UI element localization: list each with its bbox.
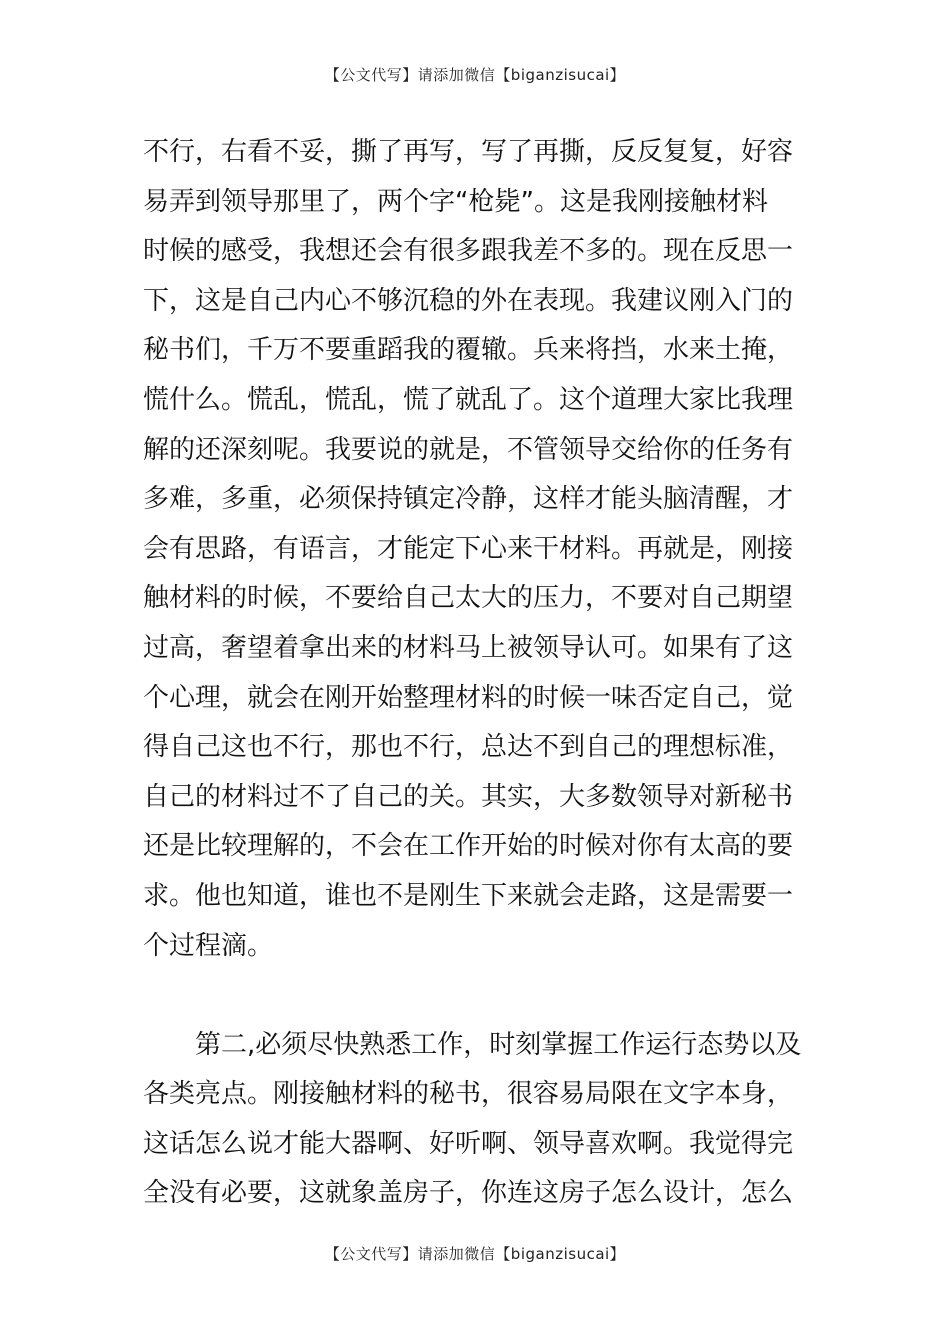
text-line: 个心理，就会在刚开始整理材料的时候一味否定自己，觉 [143,682,794,713]
text-line: 触材料的时候，不要给自己太大的压力，不要对自己期望 [143,583,794,614]
text-line: 解的还深刻呢。我要说的就是，不管领导交给你的任务有 [143,434,794,465]
text-line: 个过程滴。 [143,930,274,961]
page-footer: 【公文代写】请添加微信【biganzisucai】 [324,1245,626,1263]
text-line: 得自己这也不行，那也不行，总达不到自己的理想标准， [143,732,794,763]
text-line: 这话怎么说才能大器啊、好听啊、领导喜欢啊。我觉得完 [143,1128,794,1159]
text-line-indented: 第二,必须尽快熟悉工作，时刻掌握工作运行态势以及 [195,1029,802,1060]
text-line: 各类亮点。刚接触材料的秘书，很容易局限在文字本身， [143,1079,794,1110]
text-line: 求。他也知道，谁也不是刚生下来就会走路，这是需要一 [143,880,794,911]
text-line: 还是比较理解的，不会在工作开始的时候对你有太高的要 [143,831,794,862]
text-line: 会有思路，有语言，才能定下心来干材料。再就是，刚接 [143,533,794,564]
document-body [143,128,808,1219]
page-header: 【公文代写】请添加微信【biganzisucai】 [324,66,626,84]
paragraph-spacer [143,971,808,1021]
text-line: 全没有必要，这就象盖房子，你连这房子怎么设计，怎么 [143,1178,794,1209]
text-line: 时候的感受，我想还会有很多跟我差不多的。现在反思一 [143,236,794,267]
text-line: 不行，右看不妥，撕了再写，写了再撕，反反复复，好容 [143,137,794,167]
text-line: 易弄到领导那里了，两个字“枪毙”。这是我刚接触材料 [143,186,768,217]
text-line: 多难，多重，必须保持镇定冷静，这样才能头脑清醒，才 [143,484,794,515]
text-line: 慌什么。慌乱，慌乱，慌了就乱了。这个道理大家比我理 [143,384,794,415]
text-line: 自己的材料过不了自己的关。其实，大多数领导对新秘书 [143,781,794,812]
text-line: 秘书们，千万不要重蹈我的覆辙。兵来将挡，水来土掩， [143,335,794,366]
text-line: 过高，奢望着拿出来的材料马上被领导认可。如果有了这 [143,632,794,663]
text-line: 下，这是自己内心不够沉稳的外在表现。我建议刚入门的 [143,285,794,316]
